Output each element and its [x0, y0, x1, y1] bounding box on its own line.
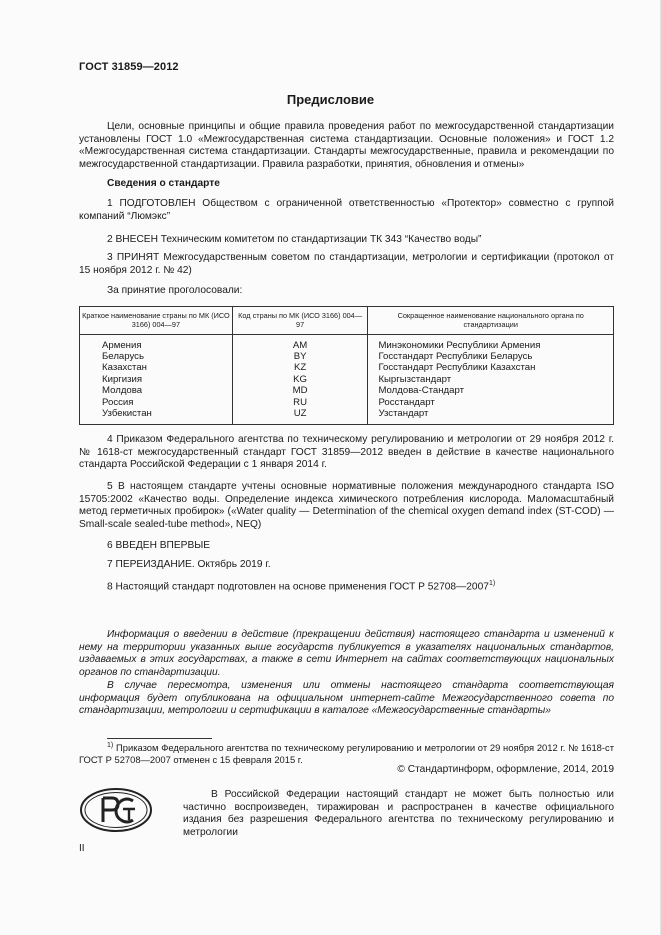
item-1-text: 1 ПОДГОТОВЛЕН Обществом с ограниченной ответственностью «Протектор» совместно с группой компаний “Люмэкс”: [79, 198, 614, 222]
footnote-reference: 1): [488, 580, 496, 587]
country-cell: Молдова: [102, 385, 143, 397]
copyright-notice-text: В Российской Федерации настоящий стандарт не может быть полностью или частично воспроизведен, тиражирован и распространен в качестве официального издания без разрешения Федерального агентства по техническому регулированию и метрологии: [183, 789, 614, 838]
standards-body-cell: Госстандарт Республики Беларусь: [378, 351, 533, 362]
item-6: 6 ВВЕДЕН ВПЕРВЫЕ: [107, 540, 211, 551]
copyright-notice: [183, 789, 614, 839]
item-5-text: 5 В настоящем стандарте учтены основные нормативные положения международного стандарта ISO 15705:2002 «Качество воды. Определение индекса химического потребления кислорода. Маломасштабный метод герметичных пробирок» («Water quality — Determination of the chemical oxygen demand index (ST-COD) — Small-scale sealed-tube method», NEQ): [79, 481, 614, 530]
table-header-country: Краткое наименование страны по МК (ИСО 3166) 004—97: [80, 307, 233, 335]
standards-body-cell: Минэкономики Республики Армения: [378, 339, 541, 351]
item-8-text: 8 Настоящий стандарт подготовлен на основе применения ГОСТ Р 52708—2007: [107, 581, 489, 593]
item-4: [79, 434, 614, 472]
info-1-text: Информация о введении в действие (прекращении действия) настоящего стандарта и изменений к нему на территории указанных выше государств публикуется в указателях национальных стандартов, издаваемых в этих государствах, а также в сети Интернет на сайтах соответствующих национальных органов по стандартизации.: [79, 629, 614, 678]
standards-body-column: [368, 334, 614, 425]
code-cell: BY: [293, 351, 307, 362]
country-cell: Беларусь: [102, 351, 144, 362]
footnote-mark: 1): [107, 742, 114, 749]
table-body-row: [80, 334, 614, 425]
standards-body-cell: Росстандарт: [378, 396, 435, 408]
info-2-text: В случае пересмотра, изменения или отмены настоящего стандарта соответствующая информация будет опубликована на официальном интернет-сайте Межгосударственного совета по стандартизации, метрологии и сертификации в каталоге «Межгосударственные стандарты»: [79, 680, 614, 717]
standards-body-cell: Госстандарт Республики Казахстан: [378, 362, 536, 374]
vote-caption: За принятие проголосовали:: [107, 285, 243, 296]
table-header-code: Код страны по МК (ИСО 3166) 004—97: [232, 307, 368, 335]
standards-body-cell: Молдова-Стандарт: [378, 385, 465, 397]
code-column: [232, 334, 368, 425]
country-cell: Казахстан: [102, 362, 147, 374]
item-2-text: 2 ВНЕСЕН Техническим комитетом по стандартизации ТК 343 “Качество воды”: [107, 234, 482, 245]
item-2: [79, 234, 614, 247]
intro-text: Цели, основные принципы и общие правила проведения работ по межгосударственной стандартизации установлены ГОСТ 1.0 «Межгосударственная система стандартизации. Основные положения» и ГОСТ 1.2 «Межгосударственная система стандартизации. Стандарты межгосударственные, правила и рекомендации по межгосударственной стандартизации. Правила разработки, принятия, обновления и отмены»: [79, 121, 614, 170]
standards-body-cell: Кыргызстандарт: [378, 373, 452, 385]
vote-table: [79, 306, 614, 425]
code-cell: KZ: [293, 362, 307, 374]
page-title: Предисловие: [286, 92, 375, 107]
page-number: II: [79, 843, 85, 854]
code-cell: RU: [293, 396, 308, 408]
country-cell: Узбекистан: [102, 408, 152, 420]
copyright: © Стандартинформ, оформление, 2014, 2019: [397, 764, 614, 775]
item-7: 7 ПЕРЕИЗДАНИЕ. Октябрь 2019 г.: [107, 559, 271, 570]
table-header-row: [80, 307, 614, 335]
table-header-body: Сокращенное наименование национального органа по стандартизации: [368, 307, 614, 335]
document-id: ГОСТ 31859—2012: [79, 61, 179, 73]
section-heading: Сведения о стандарте: [107, 178, 220, 189]
item-3-text: 3 ПРИНЯТ Межгосударственным советом по стандартизации, метрологии и сертификации (протокол от 15 ноября 2012 г. № 42): [79, 252, 614, 276]
code-cell: KG: [293, 373, 308, 385]
item-4-text: 4 Приказом Федерального агентства по техническому регулированию и метрологии от 29 ноября 2012 г. № 1618-ст межгосударственный стандарт ГОСТ 31859—2012 введен в действие в качестве национального стандарта Российской Федерации с 1 января 2014 г.: [79, 434, 614, 471]
item-5: [79, 481, 614, 531]
item-1: [79, 198, 614, 223]
footnote-text: Приказом Федерального агентства по техническому регулированию и метрологии от 29 ноября 2012 г. № 1618-ст ГОСТ Р 52708—2007 отменен с 15 февраля 2015 г.: [79, 742, 614, 766]
pct-certification-logo-icon: [79, 787, 153, 833]
country-cell: Киргизия: [102, 373, 143, 385]
info-paragraph-2: [79, 680, 614, 718]
item-3: [79, 252, 614, 277]
standards-body-cell: Узстандарт: [378, 408, 429, 420]
country-column: [80, 334, 233, 425]
code-cell: MD: [292, 385, 308, 397]
code-cell: AM: [292, 339, 308, 351]
info-paragraph-1: [79, 629, 614, 679]
country-cell: Россия: [102, 396, 134, 408]
footnote-divider: [107, 738, 212, 739]
country-cell: Армения: [102, 339, 142, 351]
code-cell: UZ: [293, 408, 307, 420]
intro-paragraph: [79, 121, 614, 171]
item-8: [107, 578, 607, 594]
footnote: [79, 740, 614, 766]
